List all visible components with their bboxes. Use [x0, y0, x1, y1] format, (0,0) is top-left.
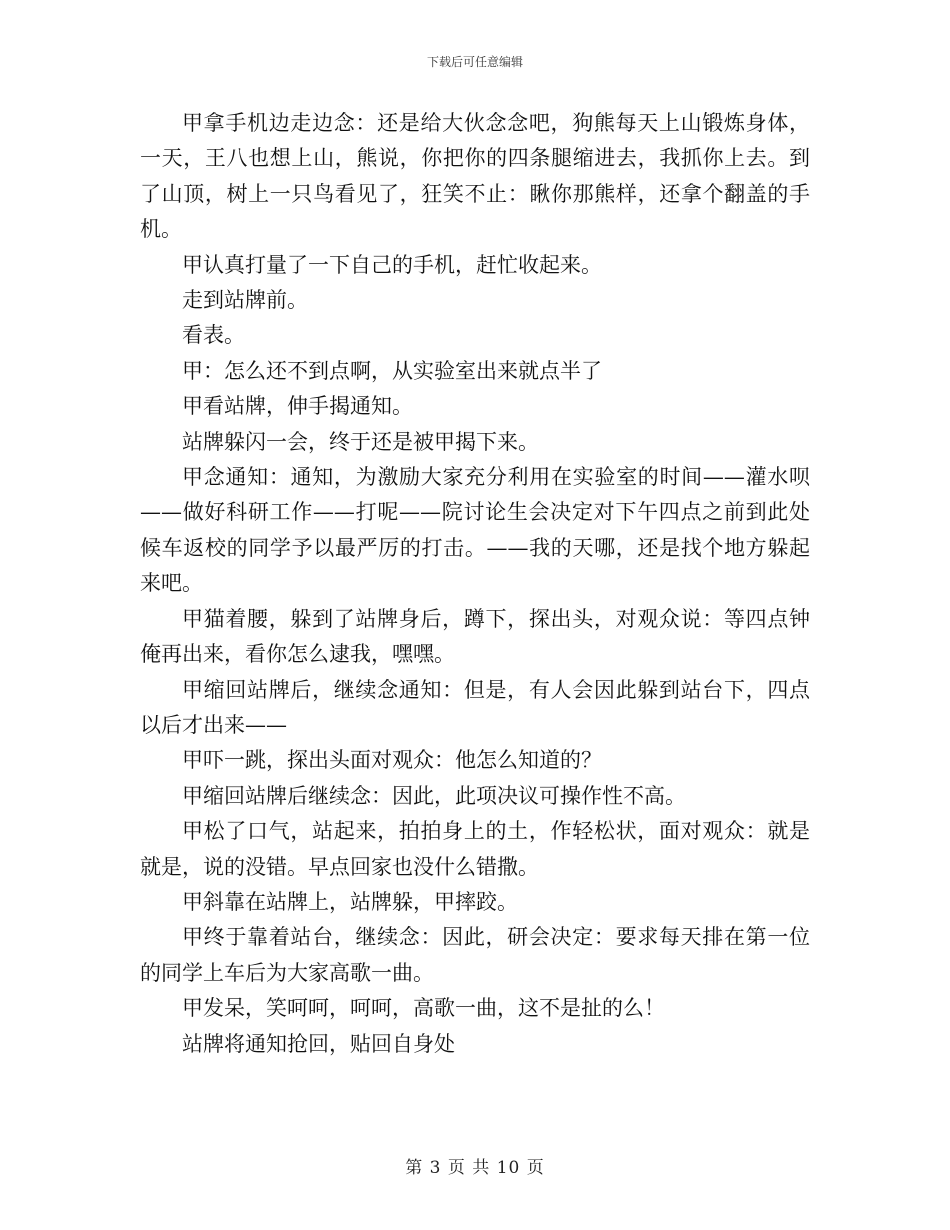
paragraph: 甲认真打量了一下自己的手机，赶忙收起来。	[182, 252, 602, 277]
paragraph: 甲看站牌，伸手揭通知。	[182, 394, 413, 419]
paragraph: 走到站牌前。	[182, 288, 308, 313]
paragraph: 甲斜靠在站牌上，站牌躲，甲摔跤。	[182, 889, 518, 914]
paragraph: 甲拿手机边走边念：还是给大伙念念吧，狗熊每天上山锻炼身体，一天，王八也想上山，熊说，你把你的四条腿缩进去，我抓你上去。到了山顶，树上一只鸟看见了，狂笑不止：瞅你那熊样，还拿个翻盖的手机。	[140, 111, 810, 242]
paragraph: 甲终于靠着站台，继续念：因此，研会决定：要求每天排在第一位的同学上车后为大家高歌一曲。	[140, 925, 810, 985]
page-number: 第 3 页 共 10 页	[405, 1158, 545, 1178]
paragraph: 甲猫着腰，躲到了站牌身后，蹲下，探出头，对观众说：等四点钟俺再出来，看你怎么逮我，嘿嘿。	[140, 606, 810, 667]
paragraph: 甲发呆，笑呵呵，呵呵，高歌一曲，这不是扯的么！	[182, 996, 665, 1021]
paragraph: 甲缩回站牌后继续念：因此，此项决议可操作性不高。	[182, 783, 686, 808]
paragraph: 站牌将通知抢回，贴回自身处	[182, 1031, 455, 1056]
paragraph: 甲念通知：通知，为激励大家充分利用在实验室的时间——灌水呗——做好科研工作——打呢——院讨论生会决定对下午四点之前到此处候车返校的同学予以最严厉的打击。——我的天哪，还是找个地方躲起来吧。	[140, 465, 810, 596]
paragraph: 甲吓一跳，探出头面对观众：他怎么知道的？	[182, 748, 602, 773]
paragraph: 甲松了口气，站起来，拍拍身上的土，作轻松状，面对观众：就是就是，说的没错。早点回家也没什么错撒。	[140, 819, 810, 879]
document-body	[140, 106, 810, 1062]
paragraph: 甲缩回站牌后，继续念通知：但是，有人会因此躲到站台下，四点以后才出来——	[140, 677, 810, 737]
paragraph: 甲：怎么还不到点啊，从实验室出来就点半了	[182, 358, 602, 383]
paragraph: 看表。	[182, 323, 245, 348]
paragraph: 站牌躲闪一会，终于还是被甲揭下来。	[182, 429, 539, 454]
page-header: 下载后可任意编辑	[426, 55, 523, 69]
